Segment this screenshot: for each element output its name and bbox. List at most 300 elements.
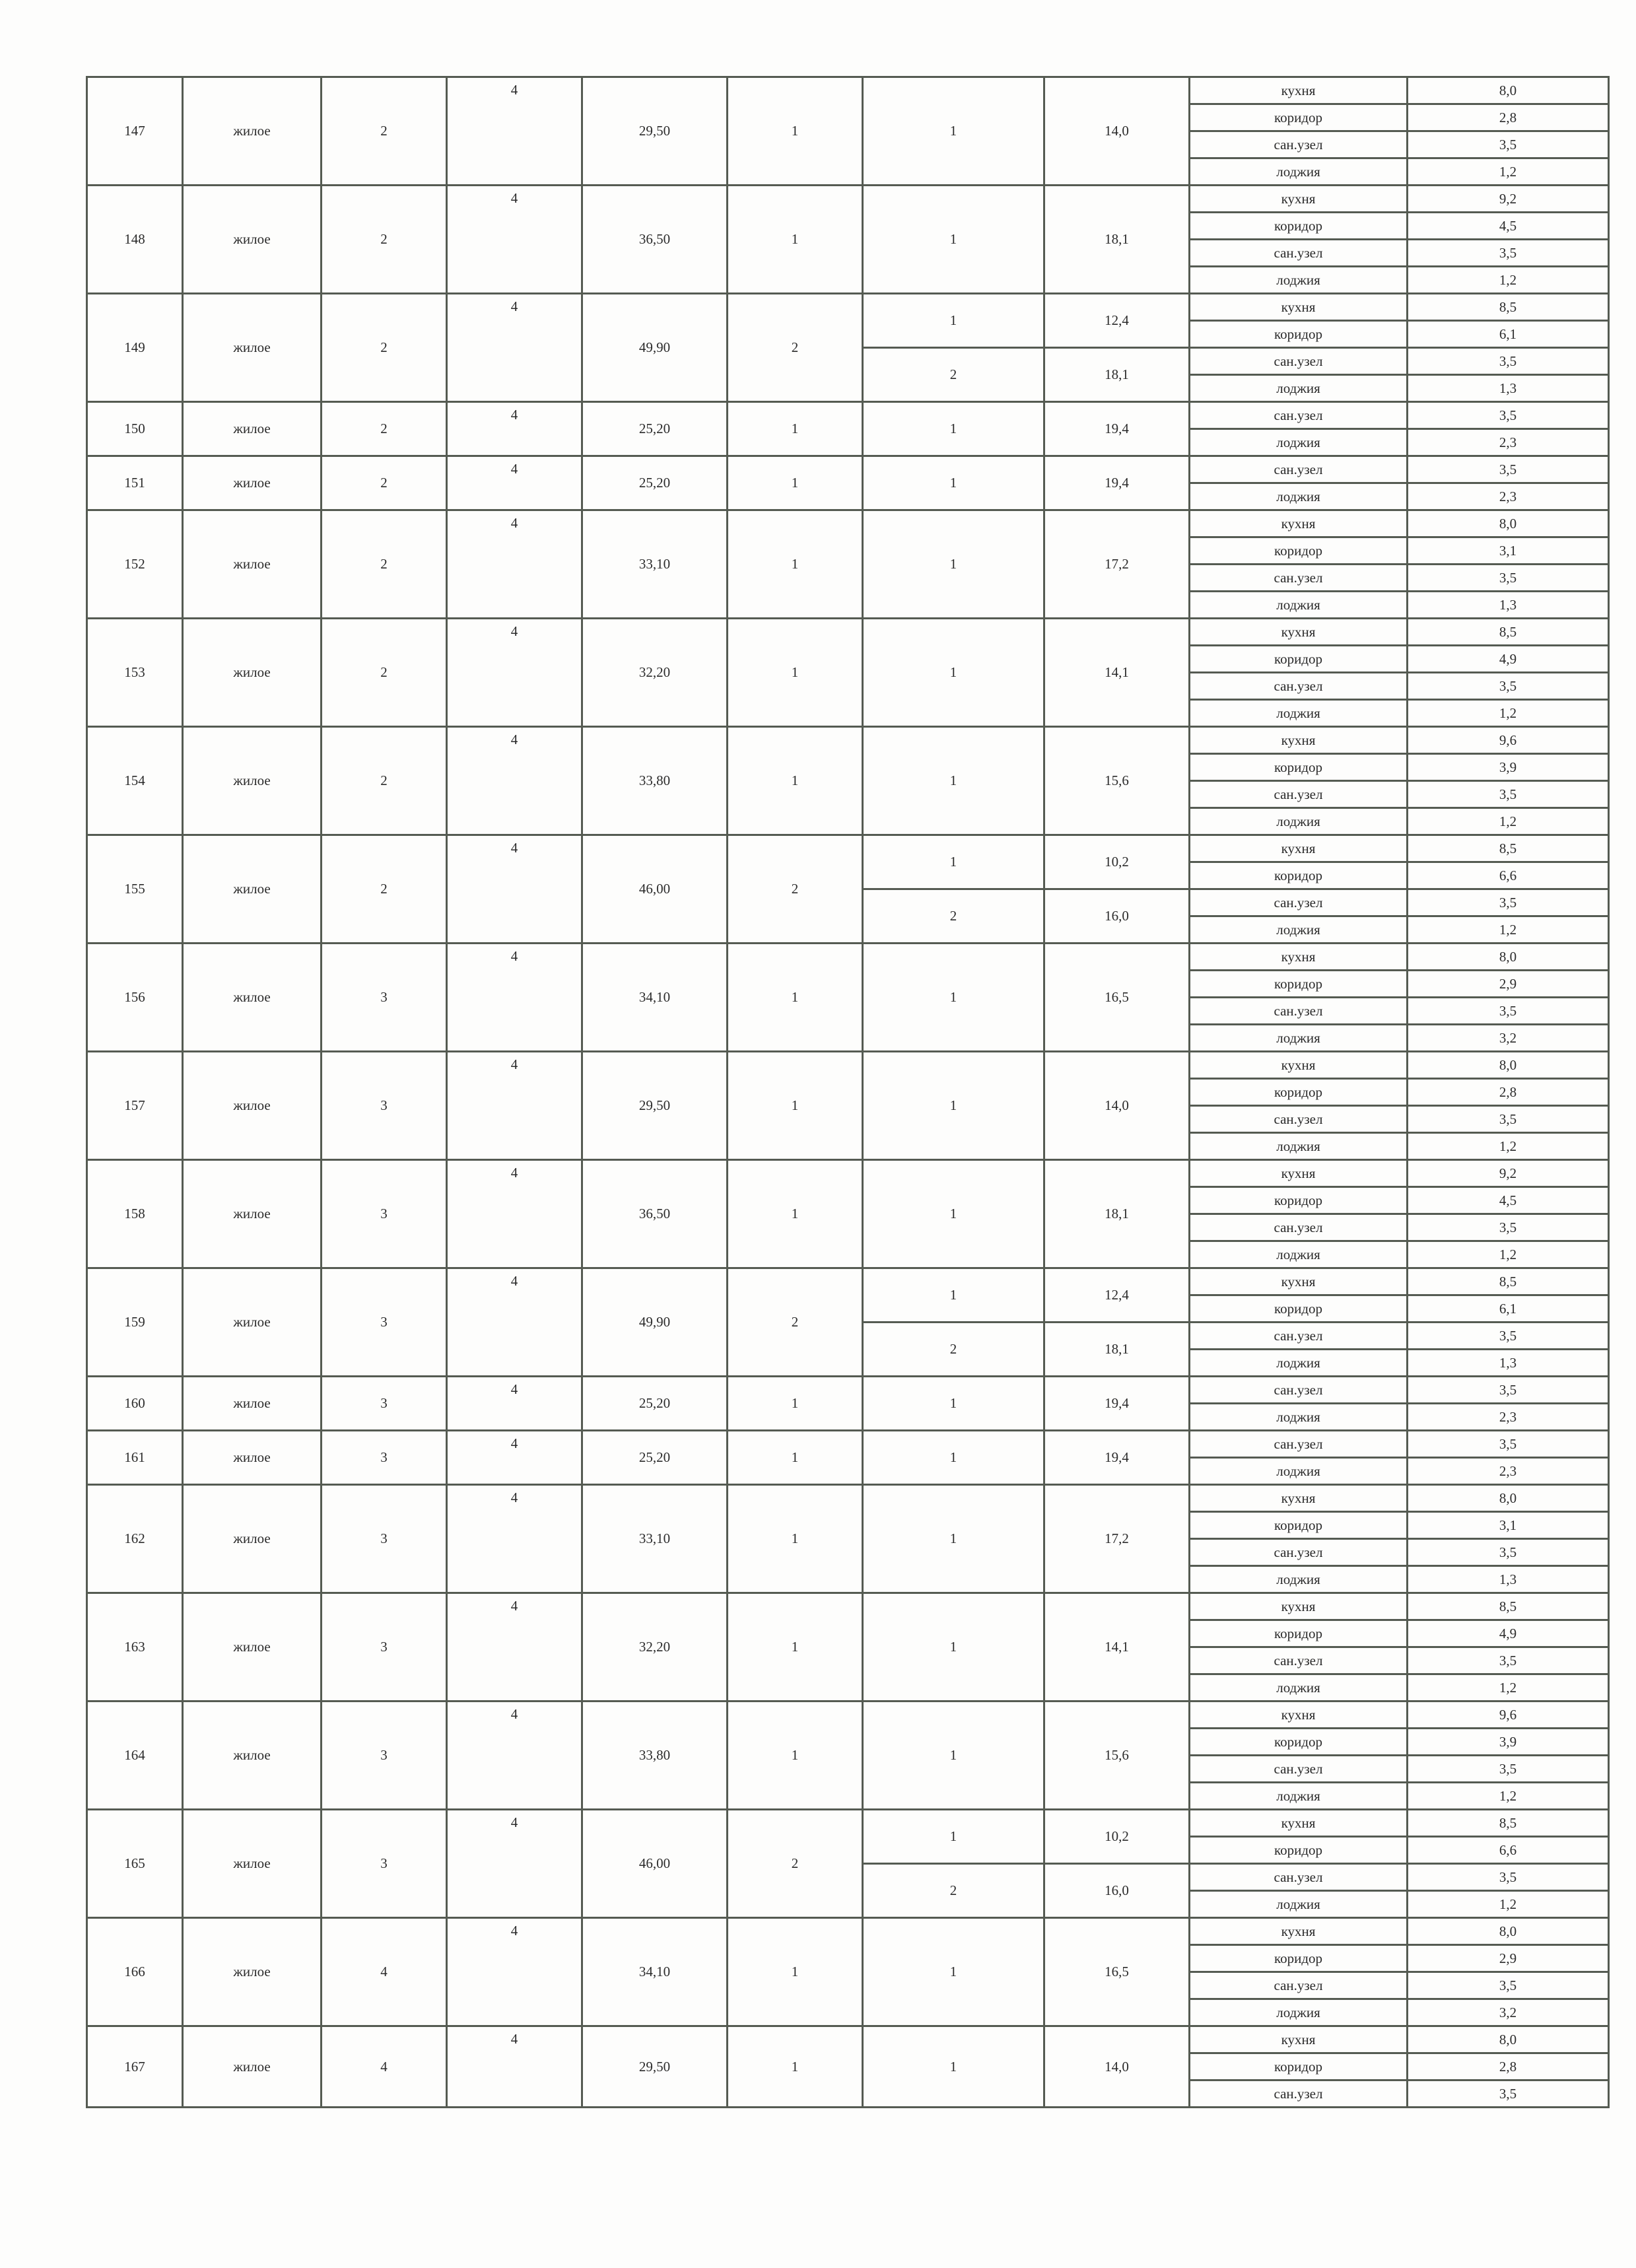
aux-room-name-cell: сан.узел — [1190, 1539, 1408, 1566]
aux-room-name-cell: лоджия — [1190, 1350, 1408, 1377]
apartment-number-cell: 158 — [87, 1160, 183, 1268]
room-number-cell: 1 — [863, 456, 1044, 510]
aux-room-area-cell: 1,2 — [1408, 267, 1609, 294]
aux-room-name-cell: лоджия — [1190, 483, 1408, 510]
room-number-cell: 2 — [863, 889, 1044, 944]
aux-room-area-cell: 3,2 — [1408, 1999, 1609, 2026]
total-area-cell: 36,50 — [582, 1160, 728, 1268]
aux-room-area-cell: 8,0 — [1408, 77, 1609, 104]
apartment-number-cell: 149 — [87, 294, 183, 402]
room-number-cell: 1 — [863, 1918, 1044, 2026]
aux-room-name-cell: кухня — [1190, 510, 1408, 537]
total-area-cell: 34,10 — [582, 1918, 728, 2026]
floors-total-cell: 4 — [447, 1810, 582, 1918]
aux-room-area-cell: 2,8 — [1408, 2053, 1609, 2080]
aux-room-name-cell: лоджия — [1190, 158, 1408, 186]
room-area-cell: 10,2 — [1044, 1810, 1190, 1864]
rooms-count-cell: 1 — [728, 510, 863, 619]
rooms-count-cell: 1 — [728, 619, 863, 727]
aux-room-name-cell: лоджия — [1190, 1999, 1408, 2026]
room-area-cell: 14,0 — [1044, 2026, 1190, 2108]
aux-room-area-cell: 8,5 — [1408, 1593, 1609, 1620]
apartment-number-cell: 163 — [87, 1593, 183, 1701]
aux-room-name-cell: коридор — [1190, 1295, 1408, 1323]
apartment-number-cell: 147 — [87, 77, 183, 186]
aux-room-name-cell: кухня — [1190, 1701, 1408, 1729]
floor-cell: 3 — [322, 944, 447, 1052]
apartment-number-cell: 167 — [87, 2026, 183, 2108]
aux-room-name-cell: сан.узел — [1190, 402, 1408, 429]
total-area-cell: 25,20 — [582, 456, 728, 510]
floors-total-cell: 4 — [447, 2026, 582, 2108]
total-area-cell: 34,10 — [582, 944, 728, 1052]
aux-room-name-cell: сан.узел — [1190, 2080, 1408, 2108]
rooms-count-cell: 2 — [728, 835, 863, 944]
aux-room-area-cell: 3,5 — [1408, 2080, 1609, 2108]
room-area-cell: 10,2 — [1044, 835, 1190, 889]
room-number-cell: 1 — [863, 1810, 1044, 1864]
apartment-number-cell: 148 — [87, 186, 183, 294]
room-number-cell: 1 — [863, 1431, 1044, 1485]
aux-room-name-cell: лоджия — [1190, 267, 1408, 294]
apartment-number-cell: 164 — [87, 1701, 183, 1810]
floor-cell: 2 — [322, 294, 447, 402]
room-area-cell: 18,1 — [1044, 1160, 1190, 1268]
aux-room-area-cell: 2,3 — [1408, 1458, 1609, 1485]
floor-cell: 3 — [322, 1377, 447, 1431]
room-number-cell: 2 — [863, 1864, 1044, 1918]
room-area-cell: 14,0 — [1044, 77, 1190, 186]
apartment-type-cell: жилое — [183, 402, 322, 456]
aux-room-area-cell: 8,5 — [1408, 835, 1609, 862]
table-row — [87, 186, 1609, 213]
apartment-type-cell: жилое — [183, 294, 322, 402]
aux-room-area-cell: 1,2 — [1408, 1674, 1609, 1701]
floors-total-cell: 4 — [447, 510, 582, 619]
aux-room-name-cell: лоджия — [1190, 375, 1408, 402]
room-number-cell: 1 — [863, 402, 1044, 456]
room-area-cell: 14,1 — [1044, 619, 1190, 727]
aux-room-name-cell: коридор — [1190, 2053, 1408, 2080]
aux-room-name-cell: коридор — [1190, 321, 1408, 348]
aux-room-name-cell: кухня — [1190, 835, 1408, 862]
aux-room-area-cell: 1,2 — [1408, 1133, 1609, 1160]
aux-room-area-cell: 3,9 — [1408, 754, 1609, 781]
room-number-cell: 1 — [863, 1160, 1044, 1268]
aux-room-name-cell: сан.узел — [1190, 131, 1408, 158]
aux-room-area-cell: 3,5 — [1408, 781, 1609, 808]
floors-total-cell: 4 — [447, 619, 582, 727]
rooms-count-cell: 2 — [728, 1268, 863, 1377]
floor-cell: 2 — [322, 186, 447, 294]
aux-room-name-cell: лоджия — [1190, 916, 1408, 944]
aux-room-name-cell: кухня — [1190, 944, 1408, 971]
total-area-cell: 33,10 — [582, 1485, 728, 1593]
rooms-count-cell: 1 — [728, 727, 863, 835]
floors-total-cell: 4 — [447, 1485, 582, 1593]
aux-room-name-cell: сан.узел — [1190, 240, 1408, 267]
aux-room-name-cell: сан.узел — [1190, 456, 1408, 483]
floor-cell: 3 — [322, 1485, 447, 1593]
table-row — [87, 77, 1609, 104]
aux-room-area-cell: 3,5 — [1408, 1214, 1609, 1241]
room-number-cell: 1 — [863, 835, 1044, 889]
room-area-cell: 14,1 — [1044, 1593, 1190, 1701]
rooms-count-cell: 1 — [728, 1918, 863, 2026]
room-number-cell: 1 — [863, 1268, 1044, 1323]
aux-room-name-cell: сан.узел — [1190, 1972, 1408, 1999]
floors-total-cell: 4 — [447, 77, 582, 186]
aux-room-name-cell: сан.узел — [1190, 1106, 1408, 1133]
room-area-cell: 18,1 — [1044, 348, 1190, 402]
rooms-count-cell: 1 — [728, 186, 863, 294]
room-number-cell: 1 — [863, 2026, 1044, 2108]
floors-total-cell: 4 — [447, 1593, 582, 1701]
room-area-cell: 12,4 — [1044, 294, 1190, 348]
aux-room-name-cell: кухня — [1190, 1593, 1408, 1620]
floors-total-cell: 4 — [447, 1268, 582, 1377]
floor-cell: 4 — [322, 2026, 447, 2108]
apartment-type-cell: жилое — [183, 1377, 322, 1431]
aux-room-name-cell: сан.узел — [1190, 781, 1408, 808]
aux-room-area-cell: 8,5 — [1408, 619, 1609, 646]
apartment-type-cell: жилое — [183, 619, 322, 727]
table-row — [87, 1052, 1609, 1079]
aux-room-name-cell: кухня — [1190, 619, 1408, 646]
aux-room-area-cell: 1,2 — [1408, 1891, 1609, 1918]
apartment-type-cell: жилое — [183, 456, 322, 510]
aux-room-name-cell: кухня — [1190, 1052, 1408, 1079]
room-number-cell: 2 — [863, 348, 1044, 402]
rooms-count-cell: 1 — [728, 1431, 863, 1485]
aux-room-area-cell: 3,5 — [1408, 1431, 1609, 1458]
aux-room-name-cell: лоджия — [1190, 1566, 1408, 1593]
aux-room-name-cell: лоджия — [1190, 700, 1408, 727]
aux-room-area-cell: 8,0 — [1408, 1485, 1609, 1512]
aux-room-name-cell: лоджия — [1190, 808, 1408, 835]
room-area-cell: 16,5 — [1044, 1918, 1190, 2026]
aux-room-area-cell: 4,9 — [1408, 646, 1609, 673]
rooms-count-cell: 1 — [728, 1052, 863, 1160]
room-number-cell: 1 — [863, 1485, 1044, 1593]
floor-cell: 2 — [322, 77, 447, 186]
aux-room-name-cell: лоджия — [1190, 1783, 1408, 1810]
aux-room-name-cell: коридор — [1190, 646, 1408, 673]
total-area-cell: 46,00 — [582, 835, 728, 944]
aux-room-area-cell: 2,3 — [1408, 429, 1609, 456]
aux-room-name-cell: сан.узел — [1190, 1431, 1408, 1458]
aux-room-area-cell: 8,5 — [1408, 1268, 1609, 1295]
floors-total-cell: 4 — [447, 727, 582, 835]
aux-room-area-cell: 3,5 — [1408, 1106, 1609, 1133]
total-area-cell: 29,50 — [582, 1052, 728, 1160]
room-number-cell: 1 — [863, 619, 1044, 727]
room-number-cell: 1 — [863, 1052, 1044, 1160]
aux-room-area-cell: 2,3 — [1408, 1404, 1609, 1431]
rooms-count-cell: 2 — [728, 1810, 863, 1918]
aux-room-area-cell: 1,2 — [1408, 916, 1609, 944]
aux-room-name-cell: лоджия — [1190, 1241, 1408, 1268]
aux-room-area-cell: 1,2 — [1408, 1241, 1609, 1268]
aux-room-name-cell: кухня — [1190, 1918, 1408, 1945]
aux-room-area-cell: 8,5 — [1408, 294, 1609, 321]
aux-room-name-cell: коридор — [1190, 862, 1408, 889]
aux-room-area-cell: 1,2 — [1408, 808, 1609, 835]
floors-total-cell: 4 — [447, 944, 582, 1052]
floors-total-cell: 4 — [447, 456, 582, 510]
rooms-count-cell: 1 — [728, 1593, 863, 1701]
aux-room-area-cell: 6,1 — [1408, 1295, 1609, 1323]
aux-room-name-cell: сан.узел — [1190, 673, 1408, 700]
aux-room-area-cell: 4,9 — [1408, 1620, 1609, 1647]
aux-room-name-cell: сан.узел — [1190, 889, 1408, 916]
aux-room-area-cell: 3,5 — [1408, 240, 1609, 267]
room-number-cell: 1 — [863, 1593, 1044, 1701]
total-area-cell: 36,50 — [582, 186, 728, 294]
aux-room-area-cell: 2,8 — [1408, 1079, 1609, 1106]
total-area-cell: 49,90 — [582, 294, 728, 402]
aux-room-area-cell: 2,9 — [1408, 1945, 1609, 1972]
apartment-number-cell: 150 — [87, 402, 183, 456]
floors-total-cell: 4 — [447, 835, 582, 944]
aux-room-name-cell: сан.узел — [1190, 1377, 1408, 1404]
aux-room-area-cell: 6,6 — [1408, 862, 1609, 889]
floors-total-cell: 4 — [447, 1431, 582, 1485]
aux-room-area-cell: 3,5 — [1408, 673, 1609, 700]
aux-room-area-cell: 1,2 — [1408, 158, 1609, 186]
table-row — [87, 1160, 1609, 1187]
apartment-type-cell: жилое — [183, 510, 322, 619]
aux-room-area-cell: 3,5 — [1408, 998, 1609, 1025]
floor-cell: 3 — [322, 1810, 447, 1918]
total-area-cell: 29,50 — [582, 77, 728, 186]
aux-room-area-cell: 3,1 — [1408, 1512, 1609, 1539]
aux-room-name-cell: лоджия — [1190, 429, 1408, 456]
aux-room-name-cell: коридор — [1190, 1187, 1408, 1214]
aux-room-name-cell: кухня — [1190, 2026, 1408, 2053]
aux-room-area-cell: 3,5 — [1408, 456, 1609, 483]
aux-room-area-cell: 3,5 — [1408, 1864, 1609, 1891]
aux-room-area-cell: 1,3 — [1408, 1566, 1609, 1593]
room-number-cell: 1 — [863, 1377, 1044, 1431]
floors-total-cell: 4 — [447, 186, 582, 294]
table-row — [87, 1918, 1609, 1945]
aux-room-name-cell: сан.узел — [1190, 565, 1408, 592]
table-row — [87, 1431, 1609, 1458]
room-area-cell: 16,5 — [1044, 944, 1190, 1052]
aux-room-area-cell: 2,9 — [1408, 971, 1609, 998]
total-area-cell: 25,20 — [582, 402, 728, 456]
aux-room-name-cell: лоджия — [1190, 1891, 1408, 1918]
aux-room-name-cell: коридор — [1190, 1512, 1408, 1539]
apartment-table — [86, 76, 1610, 2108]
aux-room-area-cell: 2,3 — [1408, 483, 1609, 510]
aux-room-name-cell: кухня — [1190, 1160, 1408, 1187]
aux-room-name-cell: лоджия — [1190, 1025, 1408, 1052]
aux-room-area-cell: 3,5 — [1408, 1756, 1609, 1783]
apartment-type-cell: жилое — [183, 835, 322, 944]
table-row — [87, 835, 1609, 862]
aux-room-name-cell: кухня — [1190, 1485, 1408, 1512]
total-area-cell: 29,50 — [582, 2026, 728, 2108]
floor-cell: 2 — [322, 619, 447, 727]
table-row — [87, 294, 1609, 321]
aux-room-area-cell: 2,8 — [1408, 104, 1609, 131]
apartment-type-cell: жилое — [183, 1593, 322, 1701]
aux-room-name-cell: коридор — [1190, 971, 1408, 998]
aux-room-name-cell: сан.узел — [1190, 998, 1408, 1025]
aux-room-area-cell: 4,5 — [1408, 213, 1609, 240]
aux-room-area-cell: 3,5 — [1408, 348, 1609, 375]
rooms-count-cell: 1 — [728, 2026, 863, 2108]
room-area-cell: 15,6 — [1044, 727, 1190, 835]
apartment-number-cell: 154 — [87, 727, 183, 835]
total-area-cell: 46,00 — [582, 1810, 728, 1918]
room-area-cell: 16,0 — [1044, 889, 1190, 944]
aux-room-area-cell: 8,0 — [1408, 1052, 1609, 1079]
aux-room-name-cell: коридор — [1190, 1945, 1408, 1972]
table-row — [87, 619, 1609, 646]
aux-room-area-cell: 3,5 — [1408, 1539, 1609, 1566]
apartment-type-cell: жилое — [183, 1052, 322, 1160]
aux-room-area-cell: 9,6 — [1408, 727, 1609, 754]
aux-room-area-cell: 3,2 — [1408, 1025, 1609, 1052]
apartment-number-cell: 156 — [87, 944, 183, 1052]
total-area-cell: 33,80 — [582, 727, 728, 835]
aux-room-name-cell: сан.узел — [1190, 348, 1408, 375]
rooms-count-cell: 1 — [728, 402, 863, 456]
table-row — [87, 944, 1609, 971]
apartment-type-cell: жилое — [183, 1431, 322, 1485]
rooms-count-cell: 1 — [728, 77, 863, 186]
table-row — [87, 1593, 1609, 1620]
room-number-cell: 1 — [863, 727, 1044, 835]
aux-room-name-cell: лоджия — [1190, 1133, 1408, 1160]
total-area-cell: 25,20 — [582, 1431, 728, 1485]
floors-total-cell: 4 — [447, 1701, 582, 1810]
aux-room-name-cell: коридор — [1190, 1079, 1408, 1106]
room-area-cell: 14,0 — [1044, 1052, 1190, 1160]
room-number-cell: 1 — [863, 1701, 1044, 1810]
rooms-count-cell: 1 — [728, 1377, 863, 1431]
aux-room-name-cell: сан.узел — [1190, 1756, 1408, 1783]
room-area-cell: 18,1 — [1044, 1323, 1190, 1377]
aux-room-area-cell: 1,3 — [1408, 375, 1609, 402]
apartment-type-cell: жилое — [183, 2026, 322, 2108]
aux-room-area-cell: 8,0 — [1408, 510, 1609, 537]
apartment-number-cell: 161 — [87, 1431, 183, 1485]
total-area-cell: 25,20 — [582, 1377, 728, 1431]
aux-room-area-cell: 1,3 — [1408, 1350, 1609, 1377]
apartment-number-cell: 155 — [87, 835, 183, 944]
aux-room-name-cell: лоджия — [1190, 1674, 1408, 1701]
room-area-cell: 19,4 — [1044, 456, 1190, 510]
table-row — [87, 510, 1609, 537]
apartment-number-cell: 165 — [87, 1810, 183, 1918]
table-row — [87, 727, 1609, 754]
aux-room-area-cell: 1,2 — [1408, 1783, 1609, 1810]
aux-room-name-cell: коридор — [1190, 1837, 1408, 1864]
table-row — [87, 2026, 1609, 2053]
aux-room-area-cell: 8,5 — [1408, 1810, 1609, 1837]
apartment-number-cell: 166 — [87, 1918, 183, 2026]
aux-room-area-cell: 3,5 — [1408, 565, 1609, 592]
room-number-cell: 1 — [863, 186, 1044, 294]
aux-room-name-cell: лоджия — [1190, 1458, 1408, 1485]
room-area-cell: 19,4 — [1044, 1431, 1190, 1485]
rooms-count-cell: 1 — [728, 944, 863, 1052]
floors-total-cell: 4 — [447, 402, 582, 456]
rooms-count-cell: 1 — [728, 1701, 863, 1810]
table-row — [87, 1377, 1609, 1404]
aux-room-area-cell: 1,3 — [1408, 592, 1609, 619]
aux-room-area-cell: 9,2 — [1408, 186, 1609, 213]
total-area-cell: 49,90 — [582, 1268, 728, 1377]
total-area-cell: 32,20 — [582, 619, 728, 727]
aux-room-area-cell: 3,5 — [1408, 889, 1609, 916]
floors-total-cell: 4 — [447, 1918, 582, 2026]
apartment-type-cell: жилое — [183, 77, 322, 186]
aux-room-name-cell: кухня — [1190, 727, 1408, 754]
floor-cell: 2 — [322, 402, 447, 456]
room-area-cell: 19,4 — [1044, 1377, 1190, 1431]
aux-room-name-cell: кухня — [1190, 1810, 1408, 1837]
aux-room-name-cell: коридор — [1190, 213, 1408, 240]
total-area-cell: 33,80 — [582, 1701, 728, 1810]
aux-room-name-cell: сан.узел — [1190, 1214, 1408, 1241]
rooms-count-cell: 1 — [728, 1160, 863, 1268]
total-area-cell: 33,10 — [582, 510, 728, 619]
apartment-number-cell: 151 — [87, 456, 183, 510]
room-number-cell: 1 — [863, 510, 1044, 619]
floor-cell: 3 — [322, 1431, 447, 1485]
apartment-type-cell: жилое — [183, 944, 322, 1052]
aux-room-name-cell: кухня — [1190, 1268, 1408, 1295]
floors-total-cell: 4 — [447, 1377, 582, 1431]
floor-cell: 2 — [322, 835, 447, 944]
apartment-type-cell: жилое — [183, 1485, 322, 1593]
apartment-type-cell: жилое — [183, 1701, 322, 1810]
aux-room-name-cell: кухня — [1190, 77, 1408, 104]
aux-room-area-cell: 3,5 — [1408, 131, 1609, 158]
apartment-number-cell: 157 — [87, 1052, 183, 1160]
aux-room-area-cell: 6,1 — [1408, 321, 1609, 348]
apartment-type-cell: жилое — [183, 1268, 322, 1377]
apartment-number-cell: 162 — [87, 1485, 183, 1593]
floor-cell: 4 — [322, 1918, 447, 2026]
apartment-type-cell: жилое — [183, 1810, 322, 1918]
aux-room-area-cell: 8,0 — [1408, 2026, 1609, 2053]
room-area-cell: 15,6 — [1044, 1701, 1190, 1810]
floor-cell: 3 — [322, 1052, 447, 1160]
table-row — [87, 1485, 1609, 1512]
floor-cell: 2 — [322, 456, 447, 510]
floor-cell: 3 — [322, 1160, 447, 1268]
rooms-count-cell: 2 — [728, 294, 863, 402]
room-number-cell: 1 — [863, 294, 1044, 348]
floor-cell: 3 — [322, 1593, 447, 1701]
aux-room-name-cell: кухня — [1190, 186, 1408, 213]
aux-room-area-cell: 3,5 — [1408, 1647, 1609, 1674]
aux-room-area-cell: 9,2 — [1408, 1160, 1609, 1187]
room-area-cell: 18,1 — [1044, 186, 1190, 294]
aux-room-area-cell: 3,5 — [1408, 402, 1609, 429]
apartment-number-cell: 159 — [87, 1268, 183, 1377]
table-row — [87, 1810, 1609, 1837]
aux-room-name-cell: сан.узел — [1190, 1864, 1408, 1891]
aux-room-name-cell: коридор — [1190, 104, 1408, 131]
apartment-number-cell: 152 — [87, 510, 183, 619]
